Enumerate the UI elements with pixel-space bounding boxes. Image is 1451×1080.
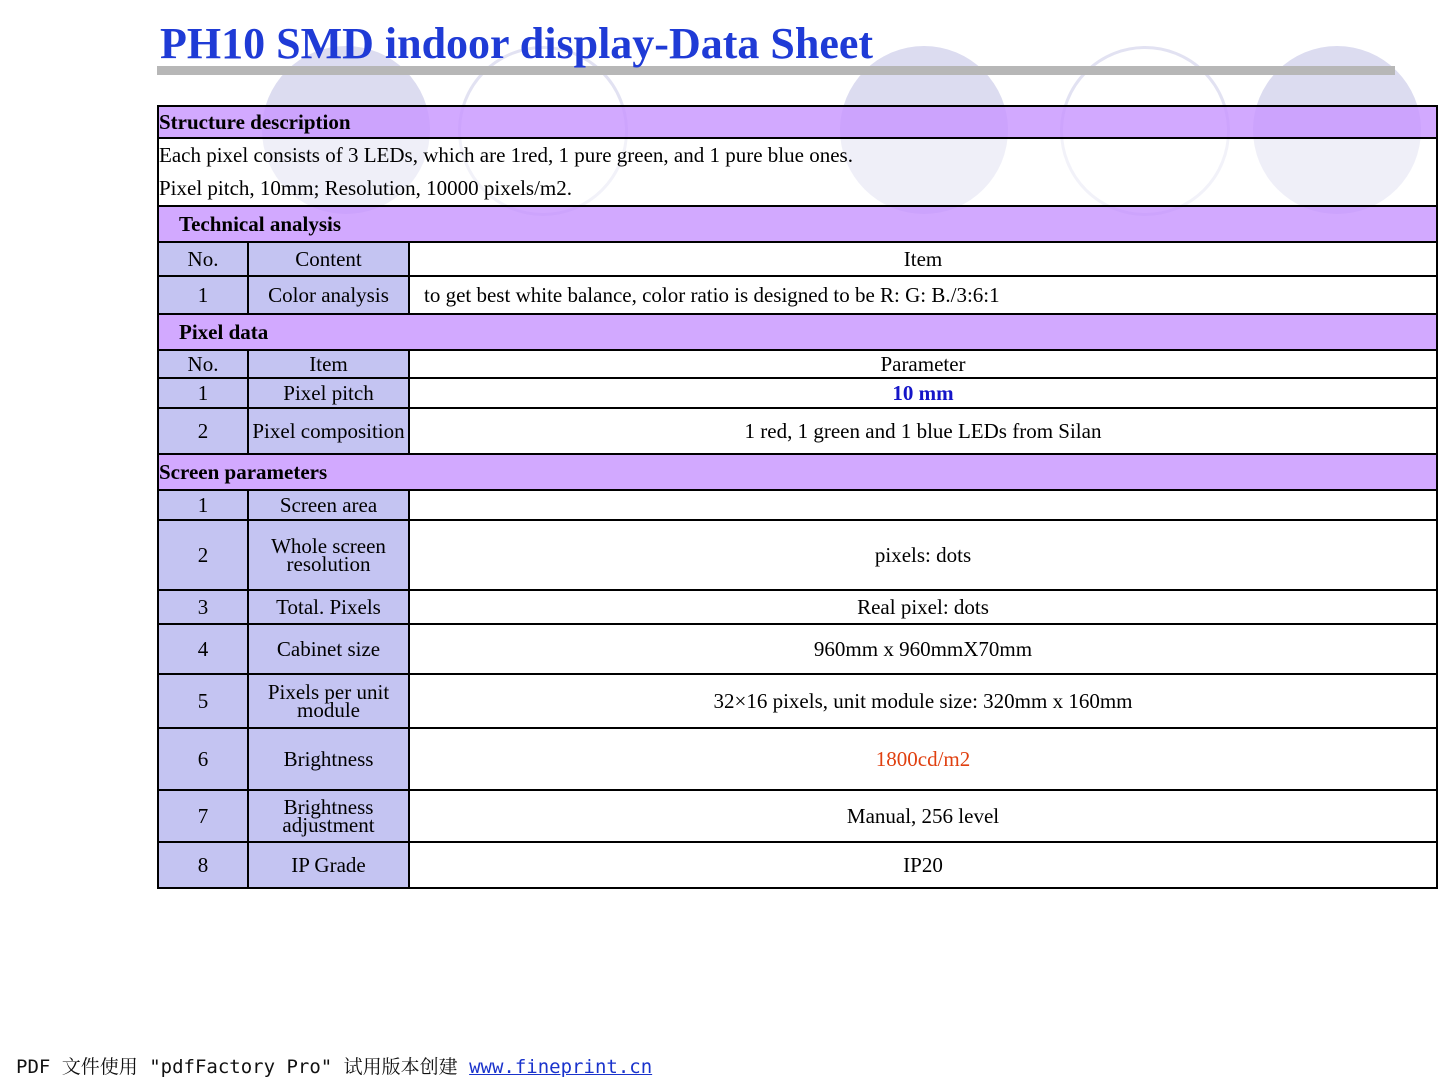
row-value: 1 red, 1 green and 1 blue LEDs from Silan (409, 408, 1437, 454)
row-number: 7 (158, 790, 248, 842)
row-label: Brightness (248, 728, 409, 790)
structure-line-1: Each pixel consists of 3 LEDs, which are 1red, 1 pure green, and 1 pure blue ones. (159, 143, 853, 167)
row-value: 10 mm (409, 378, 1437, 408)
row-number: 3 (158, 590, 248, 624)
row-value: 1800cd/m2 (409, 728, 1437, 790)
row-value: Manual, 256 level (409, 790, 1437, 842)
row-value: Real pixel: dots (409, 590, 1437, 624)
row-number: 1 (158, 276, 248, 314)
row-value: 32×16 pixels, unit module size: 320mm x 160mm (409, 674, 1437, 728)
row-label: Color analysis (248, 276, 409, 314)
row-label: Pixels per unit module (248, 674, 409, 728)
row-label: Whole screen resolution (248, 520, 409, 590)
row-number: 1 (158, 490, 248, 520)
footer-text: PDF 文件使用 "pdfFactory Pro" 试用版本创建 (16, 1056, 470, 1078)
table-row (158, 520, 1437, 590)
section-structure-header (158, 106, 1437, 138)
structure-description (158, 138, 1437, 206)
row-number: 2 (158, 520, 248, 590)
row-number: 8 (158, 842, 248, 888)
table-row (158, 490, 1437, 520)
section-title: Screen parameters (158, 454, 1437, 490)
structure-line-2: Pixel pitch, 10mm; Resolution, 10000 pixels/m2. (159, 176, 572, 200)
row-label: Cabinet size (248, 624, 409, 674)
table-row (158, 590, 1437, 624)
footer-link[interactable]: www.fineprint.cn (469, 1056, 653, 1078)
row-number: 1 (158, 378, 248, 408)
row-value: IP20 (409, 842, 1437, 888)
row-label: Total. Pixels (248, 590, 409, 624)
column-header-no: No. (158, 350, 248, 378)
technical-column-headers (158, 242, 1437, 276)
section-title: Structure description (158, 106, 1437, 138)
table-row (158, 842, 1437, 888)
table-row (158, 728, 1437, 790)
column-header-content: Content (248, 242, 409, 276)
table-row (158, 790, 1437, 842)
row-number: 2 (158, 408, 248, 454)
section-technical-header (158, 206, 1437, 242)
row-value: to get best white balance, color ratio is designed to be R: G: B./3:6:1 (409, 276, 1437, 314)
row-value (409, 490, 1437, 520)
section-screen-header (158, 454, 1437, 490)
data-sheet-table (157, 105, 1438, 889)
pdf-footer (16, 1052, 652, 1079)
row-value: 960mm x 960mmX70mm (409, 624, 1437, 674)
table-row (158, 408, 1437, 454)
row-value: pixels: dots (409, 520, 1437, 590)
section-title: Pixel data (158, 314, 1437, 350)
table-row (158, 674, 1437, 728)
row-label: Pixel pitch (248, 378, 409, 408)
row-number: 4 (158, 624, 248, 674)
column-header-parameter: Parameter (409, 350, 1437, 378)
table-row (158, 624, 1437, 674)
column-header-item: Item (409, 242, 1437, 276)
section-pixel-header (158, 314, 1437, 350)
table-row (158, 276, 1437, 314)
table-row (158, 378, 1437, 408)
pixel-column-headers (158, 350, 1437, 378)
row-label: IP Grade (248, 842, 409, 888)
row-label: Screen area (248, 490, 409, 520)
row-label: Brightness adjustment (248, 790, 409, 842)
column-header-no: No. (158, 242, 248, 276)
row-number: 6 (158, 728, 248, 790)
page-title: PH10 SMD indoor display-Data Sheet (160, 19, 874, 68)
row-label: Pixel composition (248, 408, 409, 454)
section-title: Technical analysis (158, 206, 1437, 242)
column-header-item: Item (248, 350, 409, 378)
row-number: 5 (158, 674, 248, 728)
